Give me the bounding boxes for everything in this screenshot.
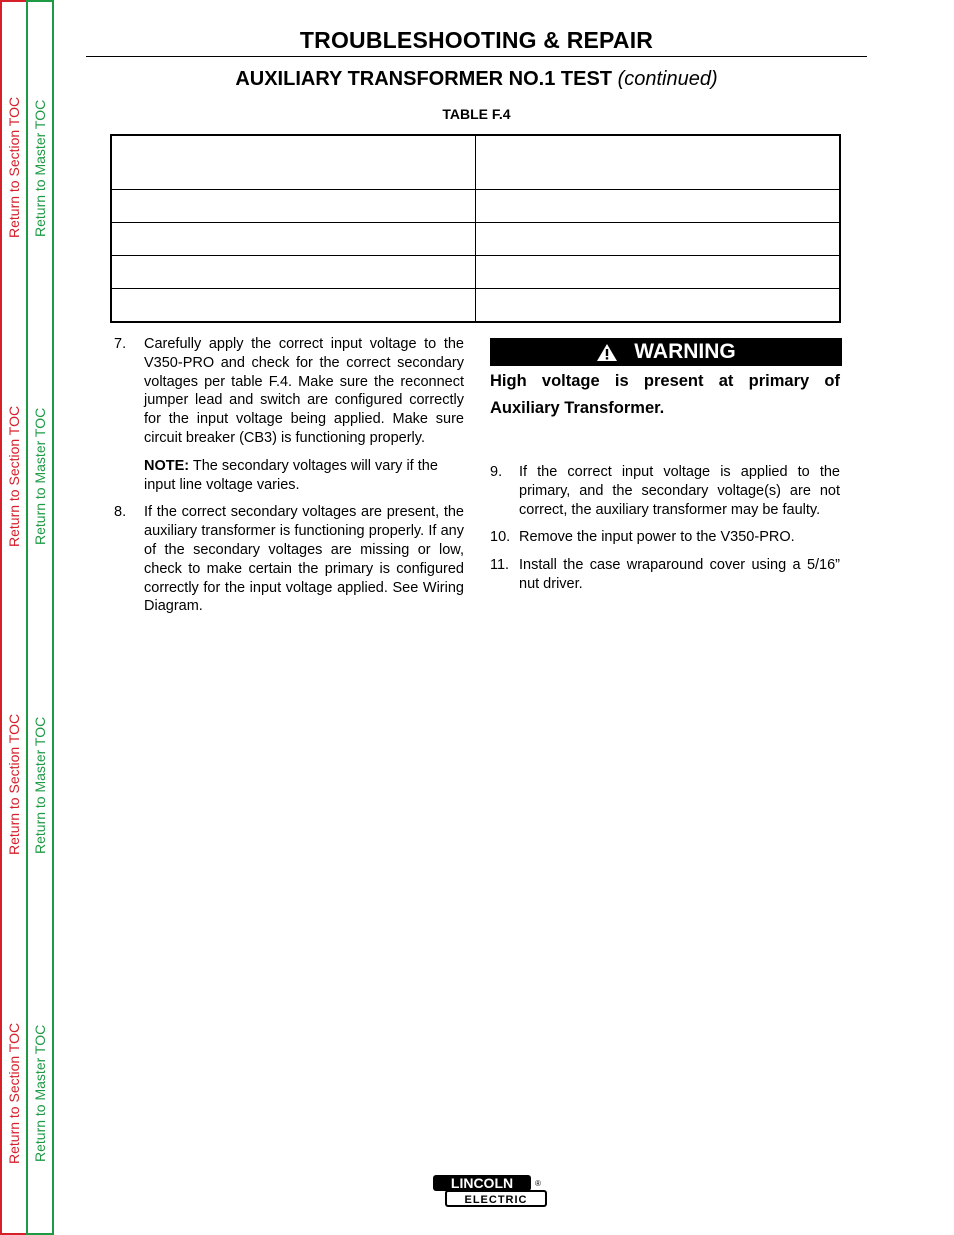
table-caption: TABLE F.4: [442, 106, 511, 122]
step-number: 9.: [490, 464, 503, 480]
warning-label: WARNING: [634, 339, 736, 363]
table-cell: [111, 223, 476, 256]
return-to-section-toc-link[interactable]: Return to Section TOC: [6, 713, 22, 855]
step-text: If the correct secondary voltages are present, the auxiliary transformer is functioning properly. If any of the secondary voltages are missing or low, check to make certain the primary is configured correctly for the input voltage applied. See Wiring Diagram.: [144, 504, 464, 615]
master-toc-sidebar: [26, 0, 54, 1235]
registered-mark: ®: [535, 1179, 541, 1188]
table-cell: [476, 135, 841, 190]
note-label: NOTE:: [144, 457, 190, 474]
step-number: 8.: [114, 504, 127, 521]
step-item: [490, 556, 840, 594]
right-column: [490, 338, 840, 594]
table-cell: [476, 256, 841, 289]
return-to-master-toc-link[interactable]: Return to Master TOC: [32, 1024, 48, 1162]
table-row: [111, 256, 840, 289]
step-item: [490, 528, 840, 547]
step-text: Remove the input power to the V350-PRO.: [519, 529, 795, 546]
step-item: [114, 335, 464, 448]
note: [144, 457, 464, 495]
step-text: Carefully apply the correct input voltage to the V350-PRO and check for the correct secondary voltages per table F.4. Make sure the reconnect jumper lead and switch are configured correctly for the input voltage being applied. Make sure circuit breaker (CB3) is functioning properly.: [144, 336, 464, 446]
table-cell: [111, 190, 476, 223]
section-subtitle: [86, 68, 867, 91]
return-to-master-toc-link[interactable]: Return to Master TOC: [32, 407, 48, 545]
table-cell: [476, 190, 841, 223]
page-title-text: TROUBLESHOOTING & REPAIR: [299, 27, 654, 53]
table-cell: [111, 289, 476, 323]
note-text: The secondary voltages will vary if the input line voltage varies.: [144, 457, 438, 493]
step-number: 7.: [114, 336, 127, 352]
step-text: Install the case wraparound cover using a 5/16” nut driver.: [519, 557, 840, 592]
table-row: [111, 223, 840, 256]
return-to-section-toc-link[interactable]: Return to Section TOC: [6, 1022, 22, 1164]
section-toc-sidebar: [0, 0, 26, 1235]
left-column: [114, 335, 464, 616]
return-to-master-toc-link[interactable]: Return to Master TOC: [32, 99, 48, 237]
return-to-section-toc-link[interactable]: Return to Section TOC: [6, 405, 22, 547]
table-row: [111, 289, 840, 323]
logo-top-text: LINCOLN: [450, 1175, 514, 1191]
warning-banner: [490, 338, 842, 366]
table-f4: [110, 134, 841, 323]
step-number: 11.: [490, 557, 510, 574]
table-row: [111, 190, 840, 223]
table-cell: [476, 289, 841, 323]
subtitle-main: AUXILIARY TRANSFORMER NO.1 TEST: [235, 68, 613, 90]
return-to-master-toc-link[interactable]: Return to Master TOC: [32, 716, 48, 854]
step-text: If the correct input voltage is applied to the primary, and the secondary voltage(s) are not correct, the auxiliary transformer may be faulty.: [519, 464, 840, 518]
warning-text: High voltage is present at primary of Auxiliary Transformer.: [490, 372, 840, 417]
return-to-section-toc-link[interactable]: Return to Section TOC: [6, 96, 22, 238]
table-header-row: [111, 135, 840, 190]
step-item: [114, 503, 464, 616]
table-cell: [476, 223, 841, 256]
step-item: [490, 463, 840, 519]
lincoln-electric-logo: [432, 1172, 548, 1208]
table-cell: [111, 135, 476, 190]
warning-triangle-icon: [596, 343, 618, 362]
step-number: 10.: [490, 529, 511, 546]
logo-bottom-text: ELECTRIC: [464, 1194, 528, 1206]
page-title: [86, 26, 867, 57]
subtitle-suffix: (continued): [617, 68, 718, 90]
table-cell: [111, 256, 476, 289]
